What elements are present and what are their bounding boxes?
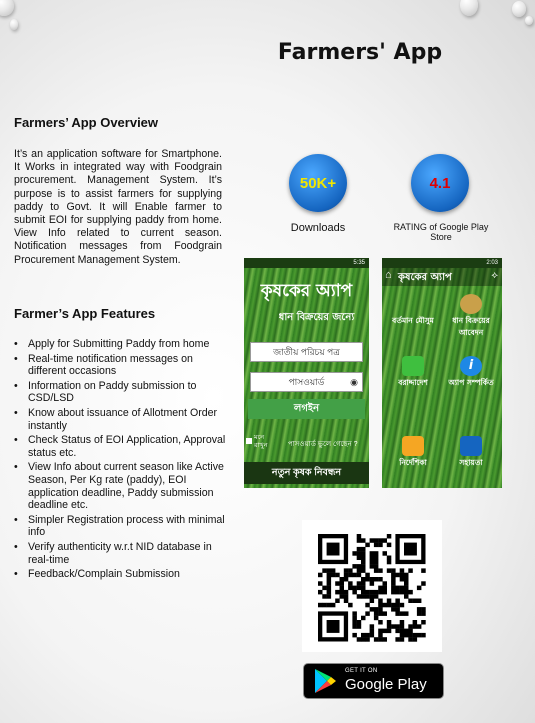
tile-label: ধান বিক্রয়ের আবেদন <box>452 316 490 337</box>
document-icon <box>402 356 424 376</box>
water-drop <box>0 0 14 16</box>
menu-screen <box>382 268 502 488</box>
rating-label: RATING of Google Play Store <box>393 222 489 242</box>
play-store-icon <box>312 668 338 694</box>
google-play-badge[interactable] <box>303 663 444 699</box>
feature-item: • Apply for Submitting Paddy from home <box>14 338 229 351</box>
tile-label: বরাদ্দাদেশ <box>398 378 428 387</box>
rating-circle <box>411 154 469 212</box>
downloads-label: Downloads <box>290 222 346 234</box>
app-bar <box>382 268 502 286</box>
season-icon <box>402 294 424 314</box>
water-drop <box>460 0 478 16</box>
feature-item: • Real-time notification messages on different occasions <box>14 353 229 378</box>
eye-icon[interactable]: ◉ <box>350 377 358 387</box>
home-icon[interactable]: ⌂ <box>385 269 392 281</box>
remember-checkbox[interactable] <box>246 438 252 444</box>
downloads-value: 50K+ <box>299 174 337 192</box>
login-button[interactable]: লগইন <box>248 399 365 419</box>
tile-current-season[interactable] <box>386 292 440 338</box>
feature-item: • Feedback/Complain Submission <box>14 568 229 581</box>
password-field[interactable] <box>250 372 363 392</box>
overview-heading: Farmers’ App Overview <box>14 115 159 130</box>
status-time: 2:03 <box>486 260 498 266</box>
info-icon: i <box>460 356 482 376</box>
remember-label: মনে রাখুন <box>254 434 268 449</box>
forgot-password-link[interactable]: পাসওয়ার্ড ভুলে গেছেন ? <box>288 441 358 448</box>
app-title: কৃষকের অ্যাপ <box>260 281 353 301</box>
badge-big-text: Google Play <box>345 676 427 693</box>
tile-label: সহায়তা <box>459 458 483 467</box>
tile-about-app[interactable] <box>444 354 498 400</box>
badge-small-text: GET IT ON <box>345 668 378 674</box>
password-placeholder: পাসওয়ার্ড <box>288 377 325 387</box>
feature-item: • Know about issuance of Allotment Order instantly <box>14 407 229 432</box>
water-drop <box>10 19 18 30</box>
tile-help[interactable] <box>444 434 498 480</box>
tile-paddy-sale-application[interactable] <box>444 292 498 338</box>
menu-screenshot <box>382 258 502 488</box>
features-heading: Farmer’s App Features <box>14 306 156 321</box>
status-bar <box>244 258 369 268</box>
feature-item: • Information on Paddy submission to CSD/LSD <box>14 380 229 405</box>
help-icon <box>460 436 482 456</box>
share-icon[interactable]: ⟡ <box>491 270 498 281</box>
downloads-circle <box>289 154 347 212</box>
nid-field[interactable]: জাতীয় পরিচয় পত্র <box>250 342 363 362</box>
feature-item: • Check Status of EOI Application, Approval status etc. <box>14 434 229 459</box>
rating-value: 4.1 <box>429 174 451 192</box>
feature-item: • View Info about current season like Active Season, Per Kg rate (paddy), EOI application deadline, Paddy submission deadline etc. <box>14 461 229 511</box>
tile-label: বর্তমান মৌসুম <box>392 316 434 325</box>
tile-label: নির্দেশিকা <box>399 458 427 467</box>
status-bar <box>382 258 502 268</box>
app-subtitle: ধান বিক্রয়ের জন্যে <box>278 312 355 323</box>
feature-item: • Simpler Registration process with minimal info <box>14 514 229 539</box>
page-title: Farmers' App <box>277 40 443 65</box>
qr-code-graphic <box>302 520 442 652</box>
tile-allotment[interactable] <box>386 354 440 400</box>
paddy-sack-icon <box>460 294 482 314</box>
overview-text: It’s an application software for Smartphone. It Works in integrated way with Foodgrain procurement. Management System. It’s purpose is to assist farmers for supplying paddy to Govt. It will Enable farmer to submit EOI for supplying paddy from home. View Info related to current season. Notification messages from Foodgrain Procurement Management System. <box>14 148 222 266</box>
water-drop <box>512 1 526 17</box>
notebook-icon <box>402 436 424 456</box>
login-screen <box>244 268 369 488</box>
feature-item: • Verify authenticity w.r.t NID database in real-time <box>14 541 229 566</box>
qr-code <box>302 520 442 652</box>
water-drop <box>525 16 533 25</box>
login-screenshot <box>244 258 369 488</box>
tile-guidelines[interactable] <box>386 434 440 480</box>
register-button[interactable]: নতুন কৃষক নিবন্ধন <box>244 462 369 484</box>
status-time: 5:35 <box>353 260 365 266</box>
tile-label: অ্যাপ সম্পর্কিত <box>448 378 494 387</box>
features-list <box>14 338 229 583</box>
app-title: কৃষকের অ্যাপ <box>398 272 452 283</box>
